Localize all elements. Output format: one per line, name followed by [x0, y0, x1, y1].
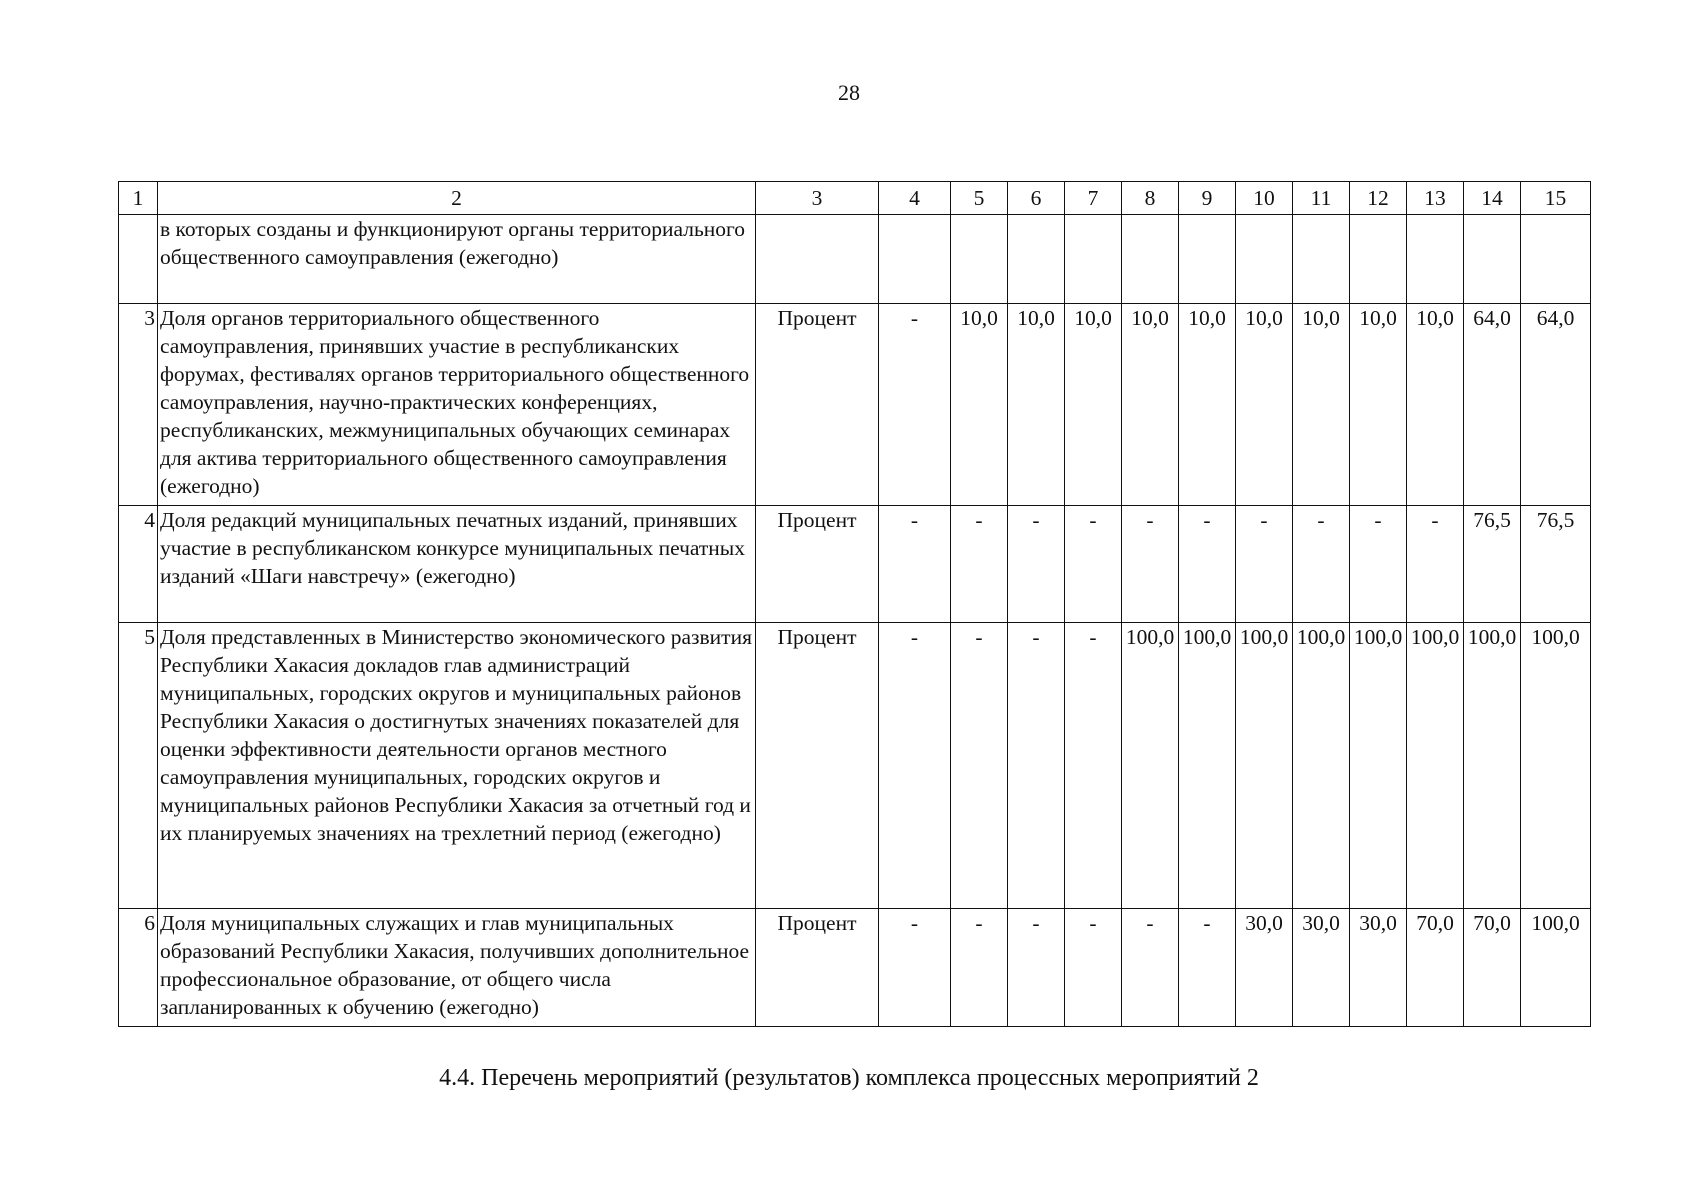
table-row	[119, 506, 1591, 623]
indicator-name: Доля редакций муниципальных печатных изданий, принявших участие в республиканском конкурсе муниципальных печатных изданий «Шаги навстречу» (ежегодно)	[158, 506, 756, 623]
unit-cell: Процент	[756, 623, 879, 909]
value-cell: -	[1293, 506, 1350, 623]
value-cell: -	[1122, 909, 1179, 1027]
value-cell: -	[1008, 909, 1065, 1027]
header-cell: 7	[1065, 182, 1122, 215]
value-cell: -	[951, 623, 1008, 909]
value-cell: 70,0	[1464, 909, 1521, 1027]
row-number: 3	[119, 304, 158, 506]
value-cell	[1350, 215, 1407, 304]
header-cell: 8	[1122, 182, 1179, 215]
value-cell: 10,0	[1293, 304, 1350, 506]
value-cell: 10,0	[1008, 304, 1065, 506]
value-cell	[1407, 215, 1464, 304]
indicators-table	[118, 181, 1591, 1027]
indicator-name: Доля муниципальных служащих и глав муниципальных образований Республики Хакасия, получивших дополнительное профессиональное образование, от общего числа запланированных к обучению (ежегодно)	[158, 909, 756, 1027]
value-cell: 100,0	[1521, 623, 1591, 909]
header-cell: 4	[879, 182, 951, 215]
value-cell	[1065, 215, 1122, 304]
indicator-name: Доля органов территориального общественного самоуправления, принявших участие в республиканских форумах, фестивалях органов территориального общественного самоуправления, научно-практических конференциях, республиканских, межмуниципальных обучающих семинарах для актива территориального общественного самоуправления (ежегодно)	[158, 304, 756, 506]
row-number	[119, 215, 158, 304]
unit-cell: Процент	[756, 909, 879, 1027]
value-cell: -	[951, 506, 1008, 623]
value-cell: 10,0	[1350, 304, 1407, 506]
value-cell: -	[1407, 506, 1464, 623]
table-row	[119, 304, 1591, 506]
value-cell: 100,0	[1179, 623, 1236, 909]
value-cell	[1293, 215, 1350, 304]
table-row	[119, 623, 1591, 909]
row-number: 6	[119, 909, 158, 1027]
value-cell: 10,0	[1236, 304, 1293, 506]
table-header-row	[119, 182, 1591, 215]
value-cell: -	[1008, 506, 1065, 623]
header-cell: 2	[158, 182, 756, 215]
value-cell: 64,0	[1521, 304, 1591, 506]
header-cell: 11	[1293, 182, 1350, 215]
value-cell: 100,0	[1122, 623, 1179, 909]
value-cell	[879, 215, 951, 304]
value-cell: 100,0	[1293, 623, 1350, 909]
header-cell: 12	[1350, 182, 1407, 215]
value-cell: 100,0	[1236, 623, 1293, 909]
value-cell: -	[879, 304, 951, 506]
value-cell: 10,0	[1179, 304, 1236, 506]
value-cell: -	[1065, 909, 1122, 1027]
table-row	[119, 215, 1591, 304]
value-cell: 76,5	[1464, 506, 1521, 623]
header-cell: 6	[1008, 182, 1065, 215]
header-cell: 3	[756, 182, 879, 215]
value-cell: -	[879, 909, 951, 1027]
row-number: 4	[119, 506, 158, 623]
value-cell: -	[1065, 623, 1122, 909]
value-cell: 10,0	[1407, 304, 1464, 506]
value-cell: -	[1008, 623, 1065, 909]
header-cell: 5	[951, 182, 1008, 215]
value-cell: 10,0	[1122, 304, 1179, 506]
value-cell: -	[1179, 506, 1236, 623]
value-cell: -	[1065, 506, 1122, 623]
header-cell: 13	[1407, 182, 1464, 215]
value-cell: 30,0	[1236, 909, 1293, 1027]
unit-cell: Процент	[756, 506, 879, 623]
value-cell: -	[1179, 909, 1236, 1027]
value-cell: 10,0	[951, 304, 1008, 506]
value-cell: 100,0	[1521, 909, 1591, 1027]
unit-cell: Процент	[756, 304, 879, 506]
value-cell: -	[951, 909, 1008, 1027]
header-cell: 10	[1236, 182, 1293, 215]
value-cell: 30,0	[1293, 909, 1350, 1027]
value-cell: -	[1122, 506, 1179, 623]
value-cell: 100,0	[1350, 623, 1407, 909]
header-cell: 15	[1521, 182, 1591, 215]
header-cell: 14	[1464, 182, 1521, 215]
section-heading: 4.4. Перечень мероприятий (результатов) комплекса процессных мероприятий 2	[439, 1065, 1259, 1091]
value-cell: 10,0	[1065, 304, 1122, 506]
value-cell: 70,0	[1407, 909, 1464, 1027]
page-number: 28	[838, 80, 860, 105]
value-cell: 76,5	[1521, 506, 1591, 623]
value-cell	[951, 215, 1008, 304]
value-cell: -	[879, 623, 951, 909]
row-number: 5	[119, 623, 158, 909]
value-cell	[1236, 215, 1293, 304]
value-cell	[1179, 215, 1236, 304]
header-cell: 1	[119, 182, 158, 215]
header-cell: 9	[1179, 182, 1236, 215]
value-cell: -	[879, 506, 951, 623]
table-row	[119, 909, 1591, 1027]
value-cell: -	[1236, 506, 1293, 623]
value-cell: 100,0	[1407, 623, 1464, 909]
value-cell: -	[1350, 506, 1407, 623]
value-cell	[1122, 215, 1179, 304]
value-cell: 64,0	[1464, 304, 1521, 506]
value-cell	[1464, 215, 1521, 304]
value-cell	[1521, 215, 1591, 304]
indicator-name: в которых созданы и функционируют органы территориального общественного самоуправления (ежегодно)	[158, 215, 756, 304]
value-cell: 30,0	[1350, 909, 1407, 1027]
unit-cell	[756, 215, 879, 304]
value-cell: 100,0	[1464, 623, 1521, 909]
value-cell	[1008, 215, 1065, 304]
indicator-name: Доля представленных в Министерство экономического развития Республики Хакасия докладов глав администраций муниципальных, городских округов и муниципальных районов Республики Хакасия о достигнутых значениях показателей для оценки эффективности деятельности органов местного самоуправления муниципальных, городских округов и муниципальных районов Республики Хакасия за отчетный год и их планируемых значениях на трехлетний период (ежегодно)	[158, 623, 756, 909]
